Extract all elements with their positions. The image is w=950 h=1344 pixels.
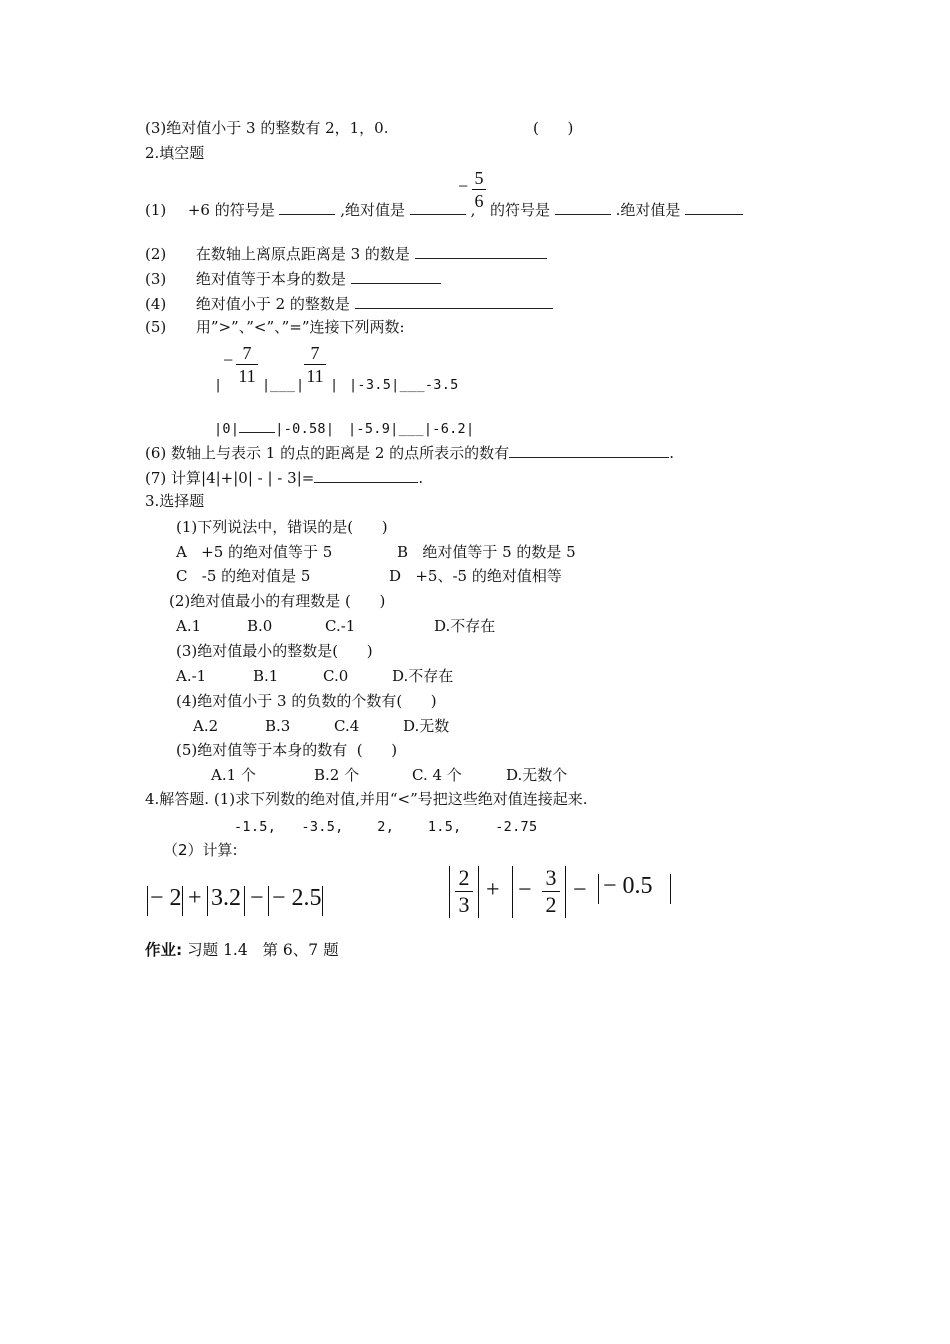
fill-q1-frac-sign: − (458, 176, 469, 196)
cmp-frac1-den: 11 (238, 366, 256, 386)
fill-q1-blank-3[interactable] (555, 200, 611, 215)
cmp-pair3-left: |0| (214, 421, 240, 437)
fill-q5-line (145, 318, 405, 336)
choice-q3-option-c[interactable]: C.0 (323, 667, 349, 685)
cmp-frac1-bar (236, 364, 258, 365)
homework-text: 习题 1.4 第 6、7 题 (187, 941, 339, 959)
choice-q1-option-c[interactable]: C -5 的绝对值是 5 (176, 567, 311, 585)
expr2-fraction-1 (455, 866, 473, 917)
fill-q1-blank-4[interactable] (685, 200, 743, 215)
expr2-plus: + (486, 877, 500, 903)
expr1-bar-4 (244, 886, 245, 916)
fill-q4-label: (4) (145, 295, 167, 313)
choice-q5-option-b[interactable]: B.2 个 (314, 766, 360, 784)
choice-q1-stem: (1)下列说法中，错误的是( ) (176, 518, 388, 536)
fill-q4-text: 绝对值小于 2 的整数是 (195, 295, 350, 313)
choice-q2-option-d[interactable]: D.不存在 (434, 617, 496, 635)
cmp-pair3-right: |-0.58| (275, 421, 335, 437)
expr1-bar-2 (182, 886, 183, 916)
fill-q1-text-a: +6 的符号是 (187, 201, 275, 219)
fill-q2-label: (2) (145, 245, 167, 263)
fill-q3-label: (3) (145, 270, 167, 288)
expr2-fraction-2 (542, 866, 560, 917)
expr1-bar-5 (268, 886, 269, 916)
choice-q5-option-a[interactable]: A.1 个 (211, 766, 256, 784)
fill-q1-text-e: .绝对值是 (615, 201, 681, 219)
cmp-blank-3[interactable] (239, 420, 275, 433)
expr2-bar-3 (512, 866, 513, 918)
fill-q3-blank[interactable] (351, 269, 441, 284)
cmp-frac1-num: 7 (242, 343, 252, 363)
cmp-pair-4: |-5.9|___|-6.2| (348, 421, 475, 437)
fill-q7-blank[interactable] (314, 468, 418, 483)
cmp-pair-3 (214, 420, 334, 438)
choice-q4-option-c[interactable]: C.4 (334, 717, 360, 735)
fill-q1-text-b: ,绝对值是 (340, 201, 406, 219)
expr1-bar-1 (147, 886, 148, 916)
choice-q1-option-a[interactable]: A +5 的绝对值等于 5 (176, 543, 333, 561)
expr2-minus: − (573, 877, 587, 903)
fill-q3-text: 绝对值等于本身的数是 (195, 270, 346, 288)
expr2-frac1-num: 2 (458, 865, 470, 890)
cmp-blank-1[interactable]: ___ (270, 377, 296, 393)
fill-q1-text-c: , (470, 201, 476, 219)
cmp-frac1-sign: − (223, 350, 234, 370)
choice-q5-option-c[interactable]: C. 4 个 (412, 766, 462, 784)
choice-q4-stem: (4)绝对值小于 3 的负数的个数有( ) (176, 692, 437, 710)
choice-q1-option-d[interactable]: D +5、-5 的绝对值相等 (389, 567, 562, 585)
choice-q5-option-d[interactable]: D.无数个 (506, 766, 568, 784)
expr2-bar-4 (565, 866, 566, 918)
choice-q2-option-a[interactable]: A.1 (176, 617, 202, 635)
cmp-pair-2: |-3.5|___-3.5 (349, 377, 459, 393)
cmp-bar-right: | (330, 377, 339, 393)
expr1-minus: − (250, 885, 264, 911)
fill-q1-blank-1[interactable] (279, 200, 335, 215)
cmp-bar-left: | (214, 377, 223, 393)
judge-answer-paren: ( ) (533, 119, 574, 137)
expr1-plus: + (188, 885, 202, 911)
cmp-bar-mid-1: | (262, 377, 271, 393)
expr2-bar-5 (598, 874, 599, 904)
expr1-term-2: 3.2 (211, 885, 241, 911)
homework-label: 作业: (145, 941, 183, 959)
cmp-frac2-den: 11 (306, 366, 324, 386)
expr2-sign: − (518, 877, 532, 903)
expr2-frac1-den: 3 (458, 892, 470, 917)
choice-q3-option-b[interactable]: B.1 (253, 667, 279, 685)
homework-line (145, 941, 339, 959)
cmp-frac2-bar (304, 364, 326, 365)
expr2-bar-6 (670, 874, 671, 904)
fill-q4-blank[interactable] (355, 294, 553, 309)
fill-q5-label: (5) (145, 318, 167, 336)
choice-q3-option-a[interactable]: A.-1 (176, 667, 207, 685)
fill-q7-end: . (418, 469, 424, 487)
choice-q4-option-d[interactable]: D.无数 (403, 717, 450, 735)
expr2-bar-2 (478, 866, 479, 918)
choice-q2-option-c[interactable]: C.-1 (325, 617, 356, 635)
fill-heading: 2.填空题 (145, 144, 205, 162)
expr1-bar-6 (322, 886, 323, 916)
fill-q1-line (145, 200, 475, 219)
answer-calc-label: （2）计算: (163, 841, 238, 859)
fill-q6-blank[interactable] (509, 443, 669, 458)
fill-q6-line (145, 443, 674, 462)
expr1-term-3: − 2.5 (272, 885, 322, 911)
fill-q5-text: 用”>”、”<”、”=”连接下列两数: (195, 318, 405, 336)
fill-q6-text: (6) 数轴上与表示 1 的点的距离是 2 的点所表示的数有 (145, 444, 510, 462)
choice-q3-option-d[interactable]: D.不存在 (392, 667, 454, 685)
fill-q1-frac-num: 5 (474, 168, 484, 188)
choice-q4-option-b[interactable]: B.3 (265, 717, 291, 735)
cmp-fraction-1 (236, 343, 258, 386)
expr1-bar-3 (207, 886, 208, 916)
expr1-term-1: − 2 (150, 885, 182, 911)
fill-q3-line (145, 269, 441, 288)
fill-q2-blank[interactable] (415, 244, 547, 259)
fill-q1-frac-den: 6 (474, 191, 484, 211)
expr2-frac2-num: 3 (545, 865, 557, 890)
fill-q2-text: 在数轴上离原点距离是 3 的数是 (195, 245, 410, 263)
choice-q4-option-a[interactable]: A.2 (193, 717, 219, 735)
fill-q7-line (145, 468, 423, 487)
choice-q2-option-b[interactable]: B.0 (247, 617, 273, 635)
fill-q2-line (145, 244, 547, 263)
fill-q1-line-2 (490, 200, 743, 219)
answer-numbers: -1.5, -3.5, 2, 1.5, -2.75 (234, 819, 538, 835)
answer-heading: 4.解答题. (1)求下列数的绝对值,并用“<”号把这些绝对值连接起来. (145, 790, 588, 808)
fill-q1-blank-2[interactable] (410, 200, 466, 215)
choice-q1-option-b[interactable]: B 绝对值等于 5 的数是 5 (397, 543, 576, 561)
judge-item-3: (3)绝对值小于 3 的整数有 2，1，0. (145, 119, 389, 137)
cmp-bar-mid-2: | (296, 377, 305, 393)
cmp-frac2-num: 7 (310, 343, 320, 363)
cmp-fraction-2 (304, 343, 326, 386)
fill-q7-text: (7) 计算|4|+|0| - | - 3|= (145, 469, 315, 487)
fill-q4-line (145, 294, 553, 313)
fill-q1-label: (1) (145, 201, 167, 219)
expr2-last: − 0.5 (603, 873, 653, 899)
choice-q2-stem: (2)绝对值最小的有理数是 ( ) (169, 592, 386, 610)
fill-q1-frac-bar (472, 189, 486, 190)
fill-q6-end: . (669, 444, 674, 462)
choice-q5-stem: (5)绝对值等于本身的数有 ( ) (176, 741, 398, 759)
expr2-frac2-den: 2 (545, 892, 557, 917)
expr2-bar-1 (449, 866, 450, 918)
fill-q1-text-d: 的符号是 (490, 201, 551, 219)
fill-q1-fraction (472, 168, 486, 211)
choice-heading: 3.选择题 (145, 492, 205, 510)
choice-q3-stem: (3)绝对值最小的整数是( ) (176, 642, 373, 660)
